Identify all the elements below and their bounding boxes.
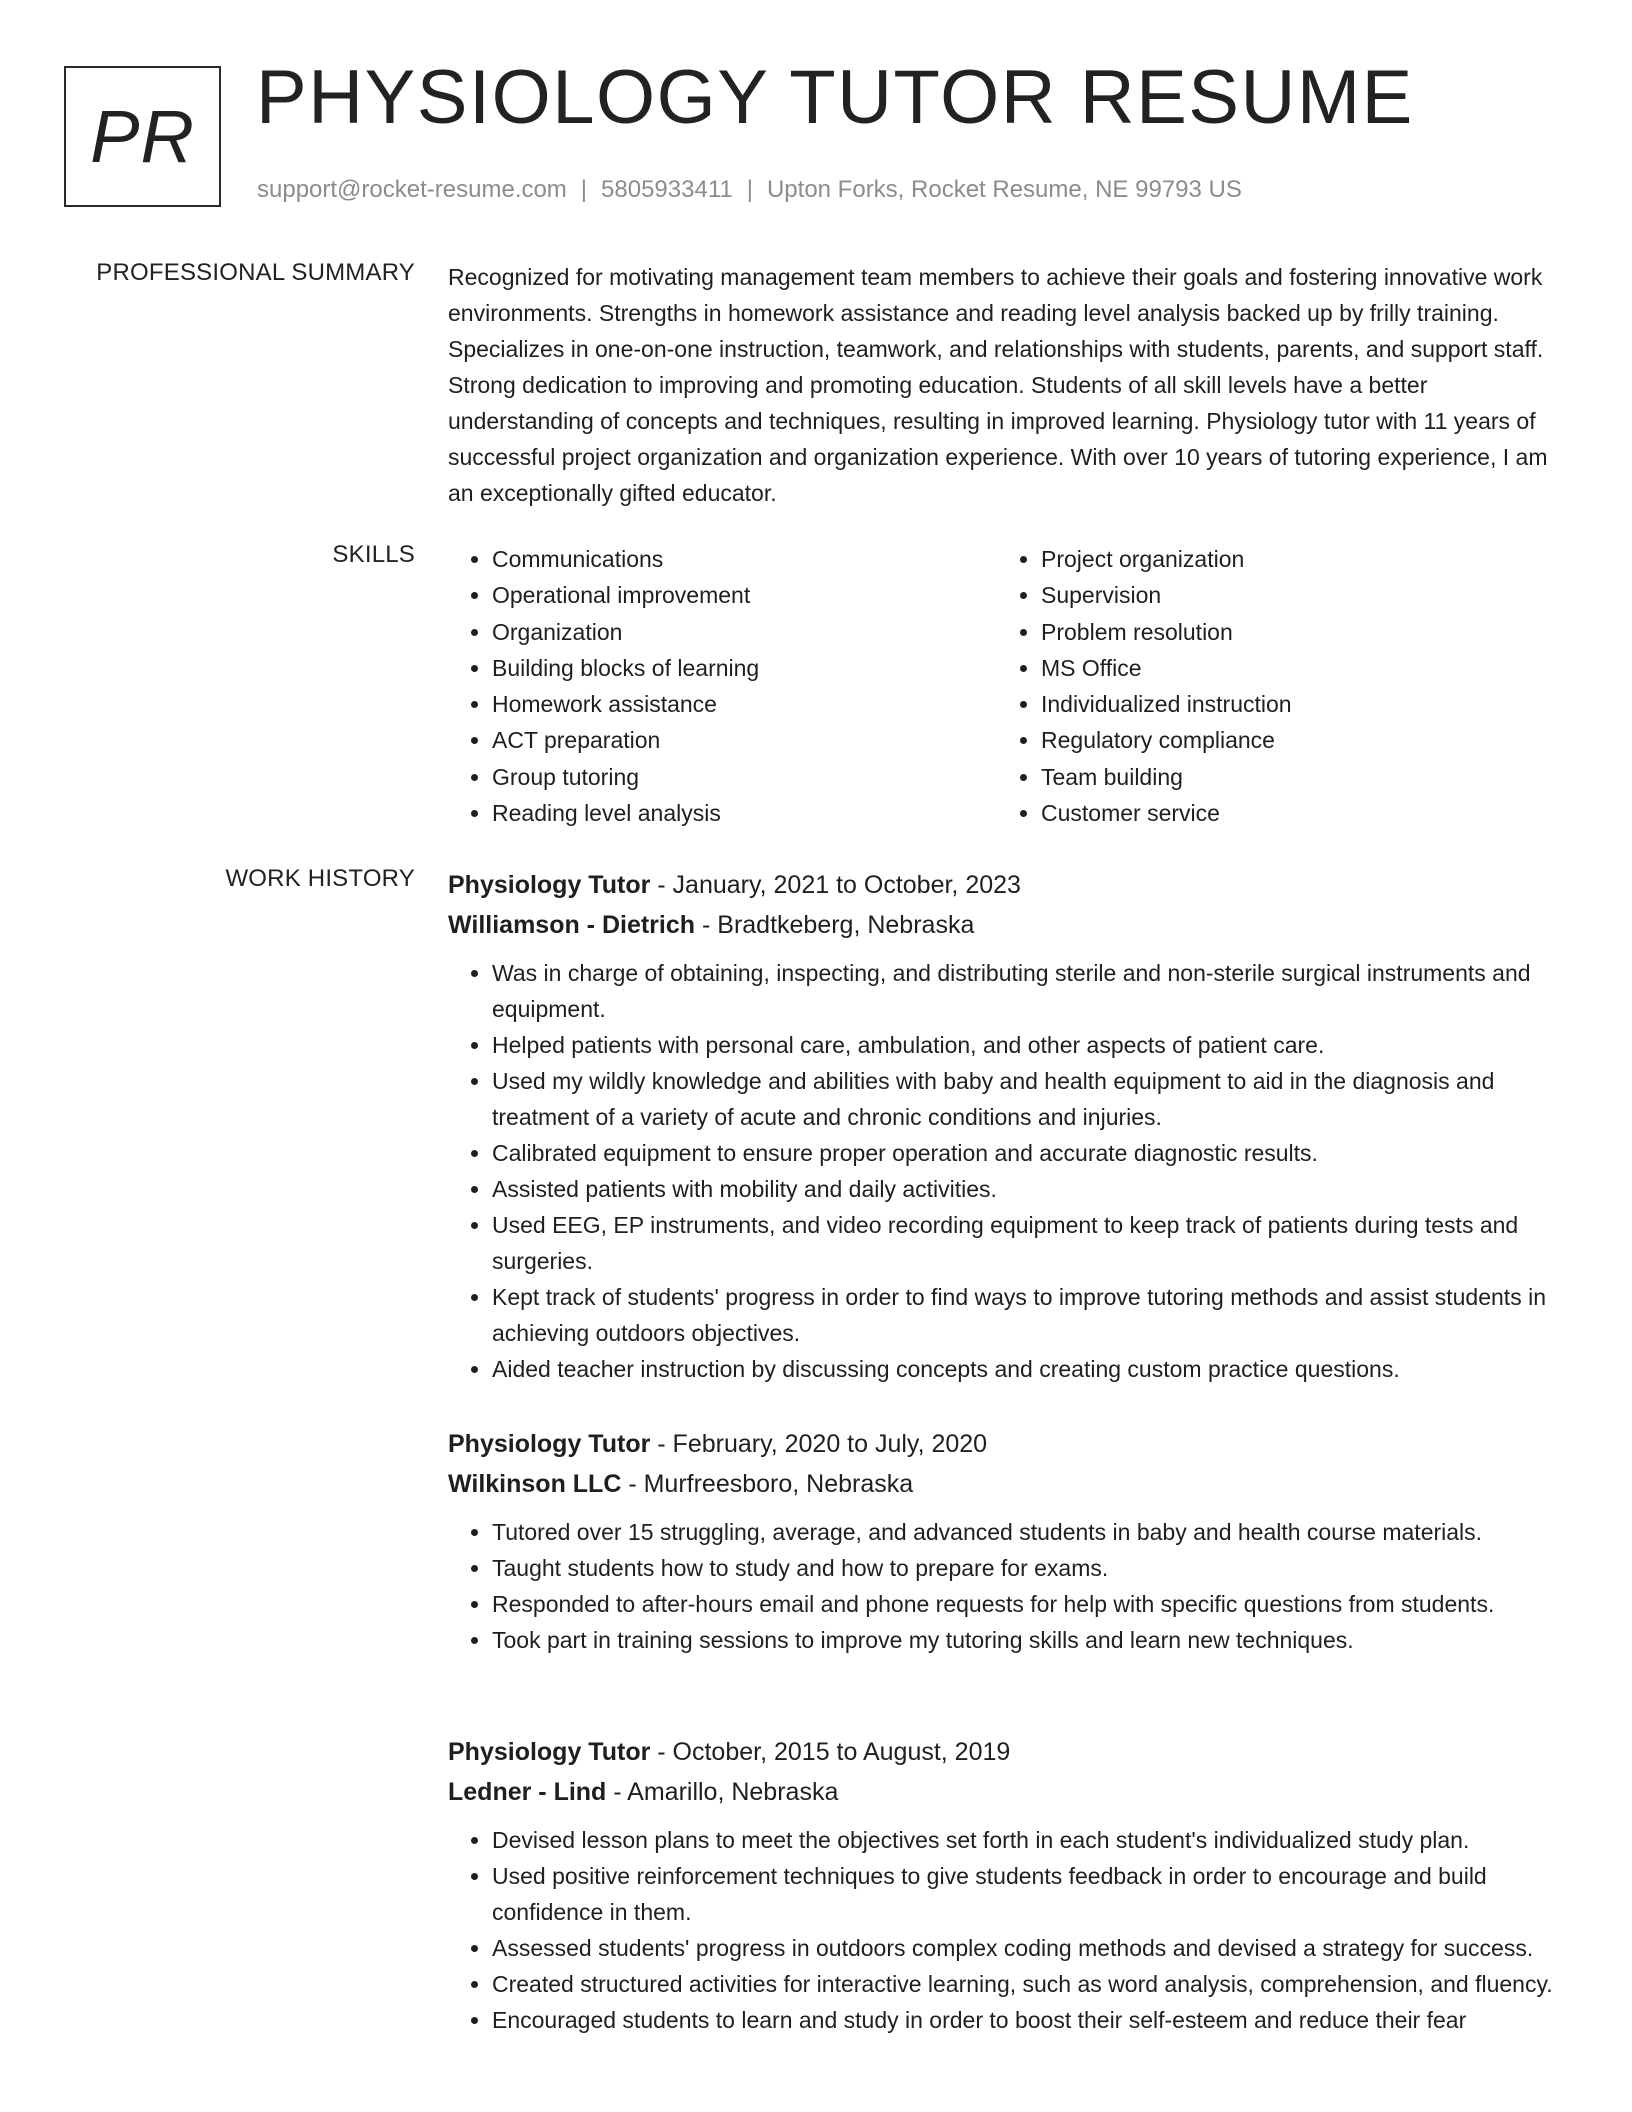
job-bullet: • Kept track of students' progress in order to find ways to improve tutoring methods and assist students in achieving outdoors objectives.	[492, 1279, 1560, 1351]
skill-item: • Building blocks of learning	[492, 650, 997, 686]
job-bullets	[448, 1514, 1560, 1658]
skills-column-left	[448, 541, 997, 831]
skill-item: • Homework assistance	[492, 686, 997, 722]
job-bullets	[448, 1822, 1560, 2038]
skill-item: • Individualized instruction	[1041, 686, 1546, 722]
work-history-heading: WORK HISTORY	[225, 865, 415, 892]
job-bullets	[448, 955, 1560, 1387]
job-bullet: • Aided teacher instruction by discussing concepts and creating custom practice questions.	[492, 1351, 1560, 1387]
skills-heading: SKILLS	[332, 541, 415, 568]
job-company: Williamson - Dietrich	[448, 911, 696, 939]
skill-item: • Project organization	[1041, 541, 1546, 577]
job-company-line	[448, 1772, 1560, 1812]
skill-item: • Customer service	[1041, 795, 1546, 831]
job-bullet: • Assisted patients with mobility and daily activities.	[492, 1171, 1560, 1207]
job-title-line	[448, 1424, 1560, 1464]
skill-item: • Supervision	[1041, 577, 1546, 613]
skill-item: • Problem resolution	[1041, 614, 1546, 650]
job-bullet: • Assessed students' progress in outdoors complex coding methods and devised a strategy for success.	[492, 1930, 1560, 1966]
job-bullet: • Was in charge of obtaining, inspecting, and distributing sterile and non-sterile surgical instruments and equipment.	[492, 955, 1560, 1027]
job-company-line	[448, 1464, 1560, 1504]
job-company: Ledner - Lind	[448, 1778, 607, 1806]
contact-address: Upton Forks, Rocket Resume, NE 99793 US	[766, 176, 1242, 203]
monogram-box	[64, 66, 221, 207]
job-bullet: • Responded to after-hours email and phone requests for help with specific questions from students.	[492, 1586, 1560, 1622]
summary-heading: PROFESSIONAL SUMMARY	[96, 259, 415, 286]
job-title: Physiology Tutor	[448, 1738, 651, 1766]
contact-separator: |	[746, 176, 753, 203]
job-dates: - February, 2020 to July, 2020	[650, 1430, 988, 1458]
job-title-line	[448, 1732, 1560, 1772]
job-bullet: • Took part in training sessions to improve my tutoring skills and learn new techniques.	[492, 1622, 1560, 1658]
job-bullet: • Taught students how to study and how to prepare for exams.	[492, 1550, 1560, 1586]
job-bullet: • Used EEG, EP instruments, and video recording equipment to keep track of patients during tests and surgeries.	[492, 1207, 1560, 1279]
job-entry	[448, 865, 1560, 1387]
skill-item: • Operational improvement	[492, 577, 997, 613]
job-bullet: • Calibrated equipment to ensure proper operation and accurate diagnostic results.	[492, 1135, 1560, 1171]
contact-separator: |	[580, 176, 588, 203]
skill-item: • Reading level analysis	[492, 795, 997, 831]
skills-list	[448, 541, 1560, 831]
job-bullet: • Encouraged students to learn and study in order to boost their self-esteem and reduce their fear	[492, 2002, 1560, 2038]
job-bullet: • Used positive reinforcement techniques to give students feedback in order to encourage and build confidence in them.	[492, 1858, 1560, 1930]
skill-item: • Organization	[492, 614, 997, 650]
contact-email: support@rocket-resume.com	[257, 176, 567, 203]
job-title: Physiology Tutor	[448, 871, 651, 899]
job-bullet: • Tutored over 15 struggling, average, and advanced students in baby and health course materials.	[492, 1514, 1560, 1550]
job-bullet: • Devised lesson plans to meet the objectives set forth in each student's individualized study plan.	[492, 1822, 1560, 1858]
job-company-line	[448, 905, 1560, 945]
skill-item: • ACT preparation	[492, 722, 997, 758]
job-location: - Amarillo, Nebraska	[606, 1778, 839, 1806]
skill-item: • Regulatory compliance	[1041, 722, 1546, 758]
contact-line	[257, 176, 1242, 205]
skill-item: • Group tutoring	[492, 759, 997, 795]
job-location: - Bradtkeberg, Nebraska	[695, 911, 975, 939]
skills-column-right	[997, 541, 1546, 831]
skill-item: • Team building	[1041, 759, 1546, 795]
monogram-initials: PR	[90, 94, 195, 178]
skill-item: • Communications	[492, 541, 997, 577]
job-bullet: • Used my wildly knowledge and abilities with baby and health equipment to aid in the diagnosis and treatment of a variety of acute and chronic conditions and injuries.	[492, 1063, 1560, 1135]
job-company: Wilkinson LLC	[448, 1470, 622, 1498]
resume-title: PHYSIOLOGY TUTOR RESUME	[256, 55, 1414, 140]
job-entry	[448, 1424, 1560, 1658]
summary-text: Recognized for motivating management team members to achieve their goals and fostering innovative work environments. Strengths in homework assistance and reading level analysis backed up by frilly training. Specializes in one-on-one instruction, teamwork, and relationships with students, parents, and support staff. Strong dedication to improving and promoting education. Students of all skill levels have a better understanding of concepts and techniques, resulting in improved learning. Physiology tutor with 11 years of successful project organization and organization experience. With over 10 years of tutoring experience, I am an exceptionally gifted educator.	[448, 264, 1548, 506]
job-dates: - January, 2021 to October, 2023	[650, 871, 1021, 899]
job-bullet: • Created structured activities for interactive learning, such as word analysis, comprehension, and fluency.	[492, 1966, 1560, 2002]
skill-item: • MS Office	[1041, 650, 1546, 686]
job-title: Physiology Tutor	[448, 1430, 651, 1458]
job-bullet: • Helped patients with personal care, ambulation, and other aspects of patient care.	[492, 1027, 1560, 1063]
job-location: - Murfreesboro, Nebraska	[621, 1470, 914, 1498]
job-entry	[448, 1732, 1560, 2038]
contact-phone: 5805933411	[601, 176, 733, 203]
job-dates: - October, 2015 to August, 2019	[650, 1738, 1011, 1766]
job-title-line	[448, 865, 1560, 905]
